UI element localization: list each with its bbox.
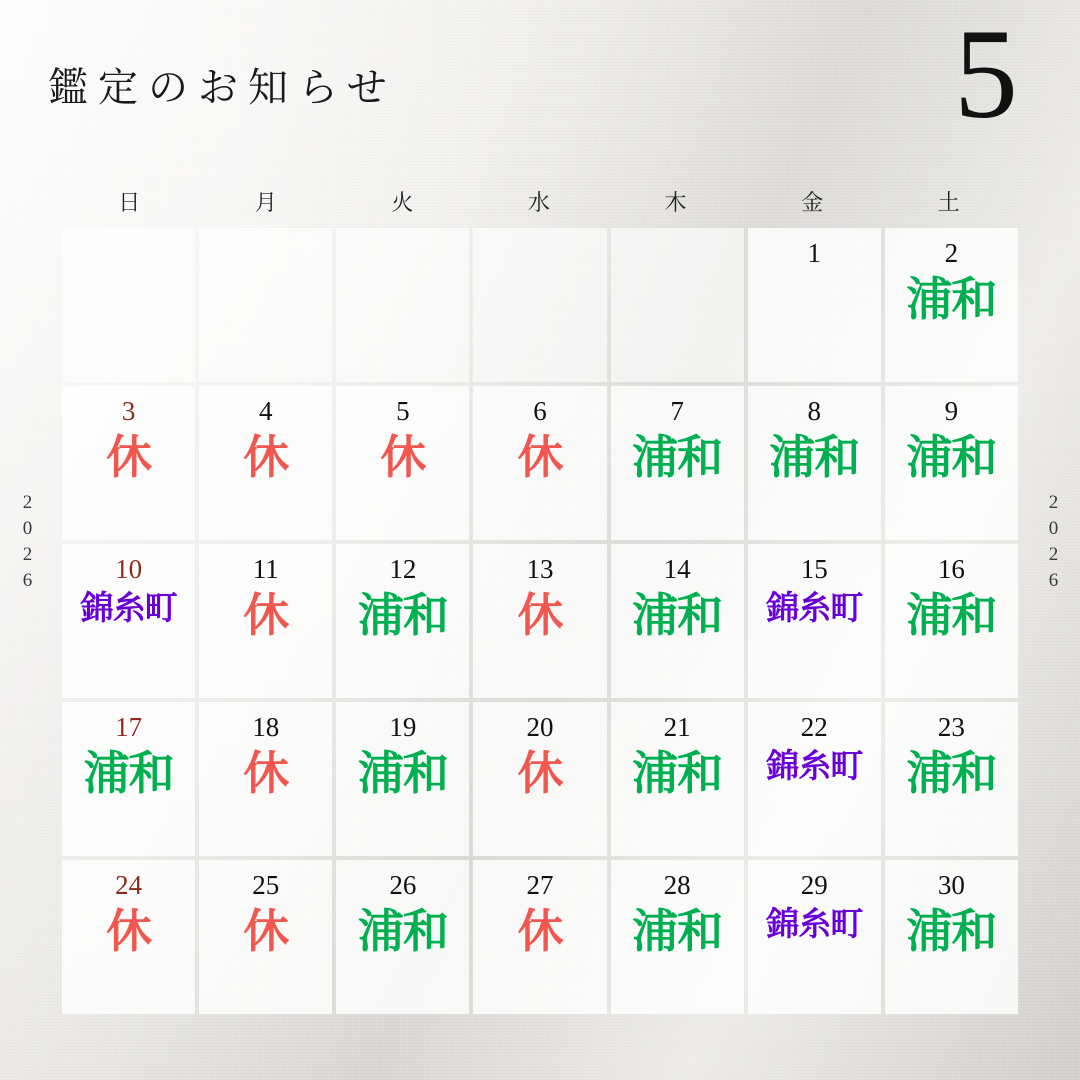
calendar-cell[interactable] bbox=[748, 228, 881, 382]
day-number: 2 bbox=[944, 238, 959, 268]
day-number: 15 bbox=[800, 554, 828, 584]
calendar-cell-empty bbox=[199, 228, 332, 382]
day-status-label: 休 bbox=[106, 430, 152, 484]
calendar-cell[interactable] bbox=[885, 386, 1018, 540]
day-status-label: 浦和 bbox=[632, 904, 723, 958]
day-status-label: 浦和 bbox=[906, 746, 997, 800]
day-status-label: 錦糸町 bbox=[766, 746, 863, 785]
day-status-label: 錦糸町 bbox=[766, 588, 863, 627]
day-status-label: 休 bbox=[517, 746, 563, 800]
calendar-cell[interactable] bbox=[336, 544, 469, 698]
day-status-label: 錦糸町 bbox=[766, 904, 863, 943]
calendar-cell-empty bbox=[611, 228, 744, 382]
day-number: 29 bbox=[800, 870, 828, 900]
calendar-cell[interactable] bbox=[336, 860, 469, 1014]
day-number: 17 bbox=[115, 712, 143, 742]
day-number: 13 bbox=[526, 554, 554, 584]
day-status-label: 浦和 bbox=[357, 588, 448, 642]
calendar-cell[interactable] bbox=[199, 386, 332, 540]
day-status-label: 休 bbox=[517, 430, 563, 484]
day-number: 16 bbox=[937, 554, 965, 584]
calendar-cell[interactable] bbox=[611, 860, 744, 1014]
day-number: 22 bbox=[800, 712, 828, 742]
day-status-label: 錦糸町 bbox=[80, 588, 177, 627]
calendar-cell[interactable] bbox=[611, 386, 744, 540]
day-number: 5 bbox=[396, 396, 410, 426]
day-status-label: 浦和 bbox=[357, 746, 448, 800]
weekday-tue: 火 bbox=[391, 190, 416, 215]
day-number: 25 bbox=[252, 870, 280, 900]
day-number: 14 bbox=[663, 554, 691, 584]
page-title: 鑑定のお知らせ bbox=[48, 65, 397, 110]
weekday-sun: 日 bbox=[118, 190, 143, 215]
day-status-label: 休 bbox=[517, 904, 563, 958]
day-status-label: 浦和 bbox=[632, 430, 723, 484]
day-number: 21 bbox=[663, 712, 691, 742]
weekday-wed: 水 bbox=[527, 190, 552, 215]
day-number: 24 bbox=[115, 870, 143, 900]
calendar-cell[interactable] bbox=[473, 544, 606, 698]
calendar-cell[interactable] bbox=[62, 860, 195, 1014]
calendar-cell[interactable] bbox=[62, 386, 195, 540]
calendar-cell[interactable] bbox=[199, 702, 332, 856]
day-status-label: 浦和 bbox=[906, 588, 997, 642]
day-status-label: 休 bbox=[243, 746, 289, 800]
calendar-cell[interactable] bbox=[473, 702, 606, 856]
calendar-cell-empty bbox=[336, 228, 469, 382]
day-status-label: 浦和 bbox=[83, 746, 174, 800]
weekday-thu: 木 bbox=[664, 190, 689, 215]
calendar-cell[interactable] bbox=[62, 702, 195, 856]
day-number: 11 bbox=[252, 554, 279, 584]
month-number: 5 bbox=[954, 3, 1018, 145]
calendar-cell[interactable] bbox=[336, 386, 469, 540]
day-status-label: 浦和 bbox=[906, 904, 997, 958]
day-status-label: 浦和 bbox=[632, 588, 723, 642]
day-number: 23 bbox=[937, 712, 965, 742]
day-status-label: 休 bbox=[517, 588, 563, 642]
calendar-cell[interactable] bbox=[199, 860, 332, 1014]
calendar-cell[interactable] bbox=[748, 860, 881, 1014]
day-status-label: 休 bbox=[243, 904, 289, 958]
day-number: 10 bbox=[115, 554, 143, 584]
calendar-cell[interactable] bbox=[885, 544, 1018, 698]
day-number: 6 bbox=[533, 396, 547, 426]
calendar-cell-empty bbox=[473, 228, 606, 382]
calendar-cell[interactable] bbox=[885, 702, 1018, 856]
weekday-sat: 土 bbox=[937, 190, 962, 215]
day-number: 28 bbox=[663, 870, 691, 900]
day-number: 18 bbox=[252, 712, 280, 742]
calendar-cell[interactable] bbox=[748, 544, 881, 698]
calendar-cell[interactable] bbox=[885, 228, 1018, 382]
calendar-cell[interactable] bbox=[748, 386, 881, 540]
calendar-cell[interactable] bbox=[611, 544, 744, 698]
calendar-cell[interactable] bbox=[748, 702, 881, 856]
weekday-fri: 金 bbox=[801, 190, 826, 215]
day-number: 20 bbox=[526, 712, 554, 742]
day-number: 9 bbox=[944, 396, 959, 426]
calendar-cell[interactable] bbox=[199, 544, 332, 698]
day-number: 8 bbox=[807, 396, 822, 426]
year-label-left: 2026 bbox=[17, 492, 38, 596]
calendar-cell[interactable] bbox=[336, 702, 469, 856]
day-number: 19 bbox=[389, 712, 417, 742]
calendar-grid bbox=[62, 228, 1018, 1014]
day-status-label: 休 bbox=[380, 430, 426, 484]
calendar-cell[interactable] bbox=[885, 860, 1018, 1014]
day-number: 26 bbox=[389, 870, 417, 900]
calendar-cell[interactable] bbox=[473, 860, 606, 1014]
day-number: 27 bbox=[526, 870, 554, 900]
day-status-label: 浦和 bbox=[632, 746, 723, 800]
calendar-cell-empty bbox=[62, 228, 195, 382]
weekday-mon: 月 bbox=[254, 190, 279, 215]
day-number: 1 bbox=[807, 238, 822, 268]
day-number: 7 bbox=[670, 396, 684, 426]
year-label-right: 2026 bbox=[1043, 492, 1064, 596]
weekday-header-row bbox=[62, 186, 1018, 217]
day-status-label: 休 bbox=[243, 588, 289, 642]
day-status-label: 休 bbox=[243, 430, 289, 484]
calendar-cell[interactable] bbox=[611, 702, 744, 856]
day-status-label: 浦和 bbox=[769, 430, 860, 484]
day-number: 30 bbox=[937, 870, 965, 900]
day-number: 3 bbox=[121, 396, 136, 426]
calendar-cell[interactable] bbox=[473, 386, 606, 540]
calendar-cell[interactable] bbox=[62, 544, 195, 698]
day-status-label: 浦和 bbox=[906, 272, 997, 326]
day-status-label: 休 bbox=[106, 904, 152, 958]
day-status-label: 浦和 bbox=[357, 904, 448, 958]
day-status-label: 浦和 bbox=[906, 430, 997, 484]
day-number: 12 bbox=[389, 554, 417, 584]
day-number: 4 bbox=[258, 396, 273, 426]
